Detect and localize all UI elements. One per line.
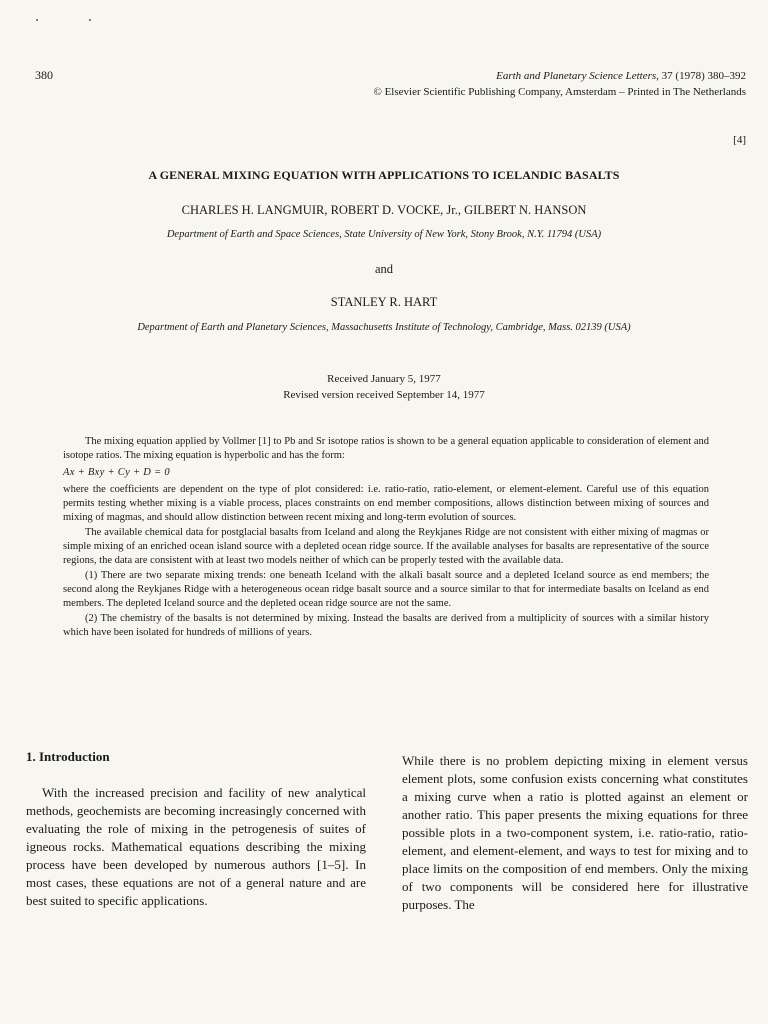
abstract-paragraph: (2) The chemistry of the basalts is not determined by mixing. Instead the basalts are derived from a multiplicity of sources with a similar history which have been isolated for hundreds of millions of years. <box>63 612 709 638</box>
intro-paragraph: With the increased precision and facility of new analytical methods, geochemists are becoming increasingly concerned with evaluating the role of mixing in the petrogenesis of suites of igneous rocks. Mathematical equations describing the mixing process have been developed by numerous authors [1–5]. In most cases, these equations are not of a general nature and are best suited to specific applications. <box>26 785 366 908</box>
second-author: STANLEY R. HART <box>330 295 438 309</box>
abstract-paragraph: where the coefficients are dependent on the type of plot considered: i.e. ratio-ratio, ratio-element, or element-element. Careful use of this equation permits testing whether mixing is a viable process, places constraints on end member compositions, allows distinction between mixing of sources and mixing of magmas, and should allow distinction between recent mixing and long-term evolution of sources. <box>63 483 709 524</box>
revised-date: Revised version received September 14, 1977 <box>283 389 485 401</box>
journal-header <box>373 68 746 100</box>
affiliation-mit: Department of Earth and Planetary Sciences, Massachusetts Institute of Technology, Cambridge, Mass. 02139 (USA) <box>137 322 631 333</box>
author-conjunction: and <box>374 262 394 276</box>
section-heading-introduction: 1. Introduction <box>26 749 110 764</box>
mixing-equation: Ax + Bxy + Cy + D = 0 <box>63 466 170 478</box>
author-list: CHARLES H. LANGMUIR, ROBERT D. VOCKE, Jr., GILBERT N. HANSON <box>181 203 587 217</box>
publisher-line: © Elsevier Scientific Publishing Company, Amsterdam – Printed in The Netherlands <box>373 86 746 98</box>
abstract-paragraph: The mixing equation applied by Vollmer [1] to Pb and Sr isotope ratios is shown to be a general equation applicable to consideration of element and isotope ratios. The mixing equation is hyperbolic and has the form: <box>63 436 709 462</box>
scan-speck <box>89 19 91 21</box>
journal-name: Earth and Planetary Science Letters, <box>496 70 659 82</box>
right-column <box>402 752 748 914</box>
received-dates <box>0 371 768 403</box>
left-column <box>26 748 366 910</box>
scan-speck <box>36 19 38 21</box>
article-title: A GENERAL MIXING EQUATION WITH APPLICATIONS TO ICELANDIC BASALTS <box>148 168 620 182</box>
intro-paragraph-continued: While there is no problem depicting mixing in element versus element plots, some confusion exists concerning what constitutes a mixing curve when a ratio is plotted against an element or another ratio. This paper presents the mixing equations for three possible plots in a two-component system, i.e. ratio-ratio, ratio-element, and element-element, and ways to test for mixing and to place limits on the composition of end members. Only the mixing of two components will be considered here for illustrative purposes. The <box>402 753 748 912</box>
journal-issue: 37 (1978) 380–392 <box>661 70 746 82</box>
received-date: Received January 5, 1977 <box>327 373 441 385</box>
reference-tag: [4] <box>733 134 746 146</box>
affiliation-stony-brook: Department of Earth and Space Sciences, State University of New York, Stony Brook, N.Y. 11794 (USA) <box>166 229 602 240</box>
abstract-paragraph: The available chemical data for postglacial basalts from Iceland and along the Reykjanes Ridge are not consistent with either mixing of magmas or simple mixing of an enriched ocean island source with a depleted ocean ridge source. If the available analyses for basalts are representative of the source regions, the data are consistent with at least two models neither of which can be properly tested with the available data. <box>63 526 709 567</box>
journal-citation <box>373 68 746 84</box>
page-number: 380 <box>35 68 53 82</box>
abstract <box>63 435 709 640</box>
abstract-paragraph: (1) There are two separate mixing trends: one beneath Iceland with the alkali basalt source and a depleted Iceland source as end members; the second along the Reykjanes Ridge with a heterogeneous ocean ridge basalt source and a source similar to that for intermediate basalts on Iceland as end members. The depleted Iceland source and the depleted ocean ridge source are not the same. <box>63 569 709 610</box>
